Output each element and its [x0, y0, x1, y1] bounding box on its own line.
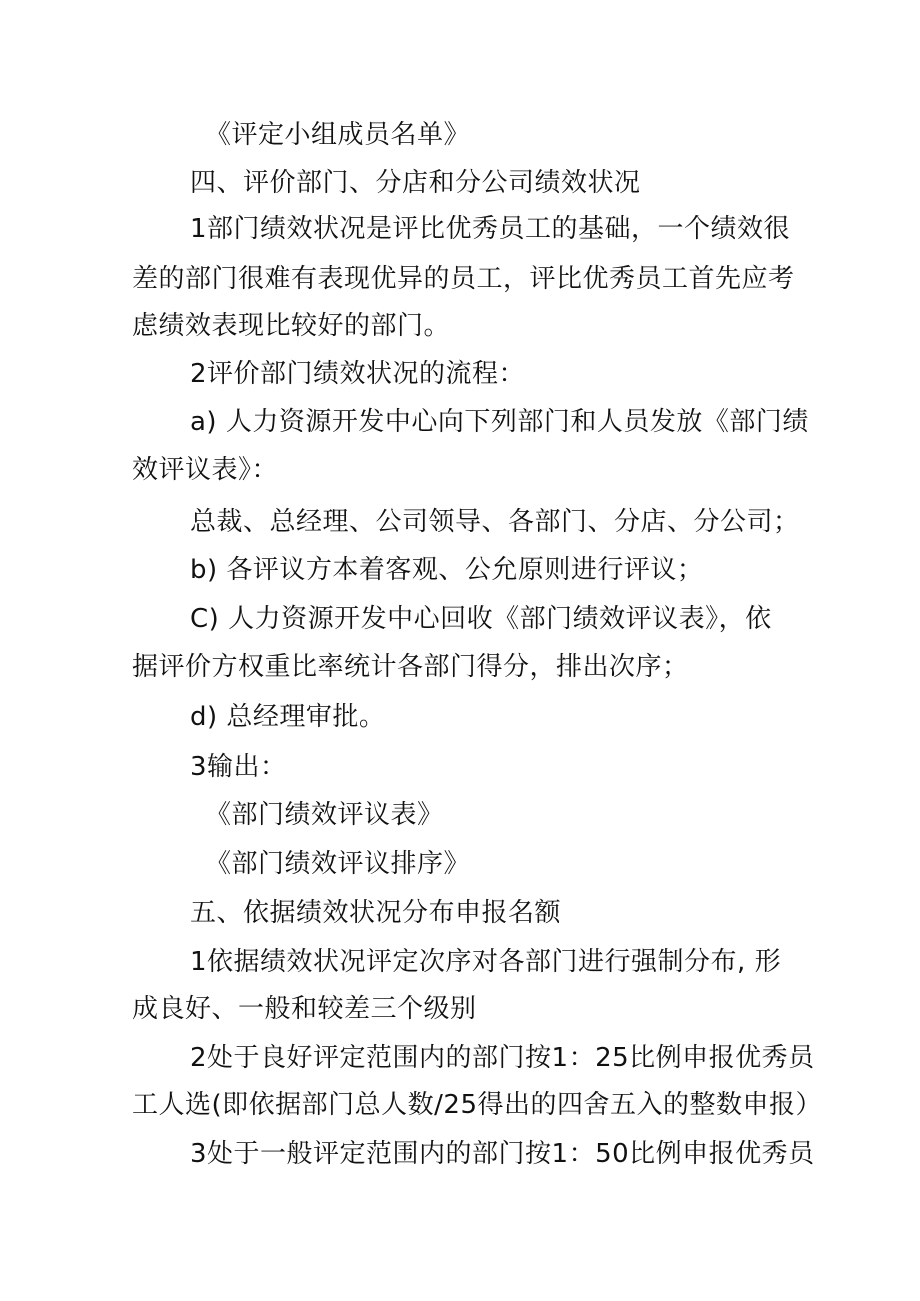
doc-line-12: 据评价方权重比率统计各部门得分，排出次序；	[132, 652, 689, 682]
doc-line-5: 虑绩效表现比较好的部门。	[132, 311, 451, 341]
doc-line-10: b) 各评议方本着客观、公允原则进行评议；	[190, 555, 704, 585]
doc-line-16: 《部门绩效评议排序》	[205, 849, 471, 879]
doc-line-7: a) 人力资源开发中心向下列部门和人员发放《部门绩	[190, 407, 809, 437]
doc-line-4: 差的部门很难有表现优异的员工，评比优秀员工首先应考	[132, 264, 795, 294]
doc-line-19: 成良好、一般和较差三个级别	[132, 994, 477, 1024]
doc-line-14: 3输出：	[190, 752, 287, 782]
section-heading-5: 五、依据绩效状况分布申报名额	[190, 898, 562, 928]
doc-line-18: 1依据绩效状况评定次序对各部门进行强制分布, 形	[190, 947, 782, 977]
section-heading-4: 四、评价部门、分店和分公司绩效状况	[190, 168, 641, 198]
doc-line-20: 2处于良好评定范围内的部门按1：25比例申报优秀员	[190, 1043, 815, 1073]
doc-line-9: 总裁、总经理、公司领导、各部门、分店、分公司；	[190, 507, 800, 537]
doc-line-11: C) 人力资源开发中心回收《部门绩效评议表》，依	[190, 604, 772, 634]
doc-line-6: 2评价部门绩效状况的流程：	[190, 359, 526, 389]
doc-line-21: 工人选(即依据部门总人数/25得出的四舍五入的整数申报）	[132, 1090, 822, 1120]
doc-line-1: 《评定小组成员名单》	[205, 120, 471, 150]
doc-line-22: 3处于一般评定范围内的部门按1：50比例申报优秀员	[190, 1139, 815, 1169]
doc-line-13: d) 总经理审批。	[190, 702, 386, 732]
doc-line-3: 1部门绩效状况是评比优秀员工的基础，一个绩效很	[190, 214, 791, 244]
doc-line-15: 《部门绩效评议表》	[205, 800, 444, 830]
doc-line-8: 效评议表》：	[132, 455, 279, 485]
